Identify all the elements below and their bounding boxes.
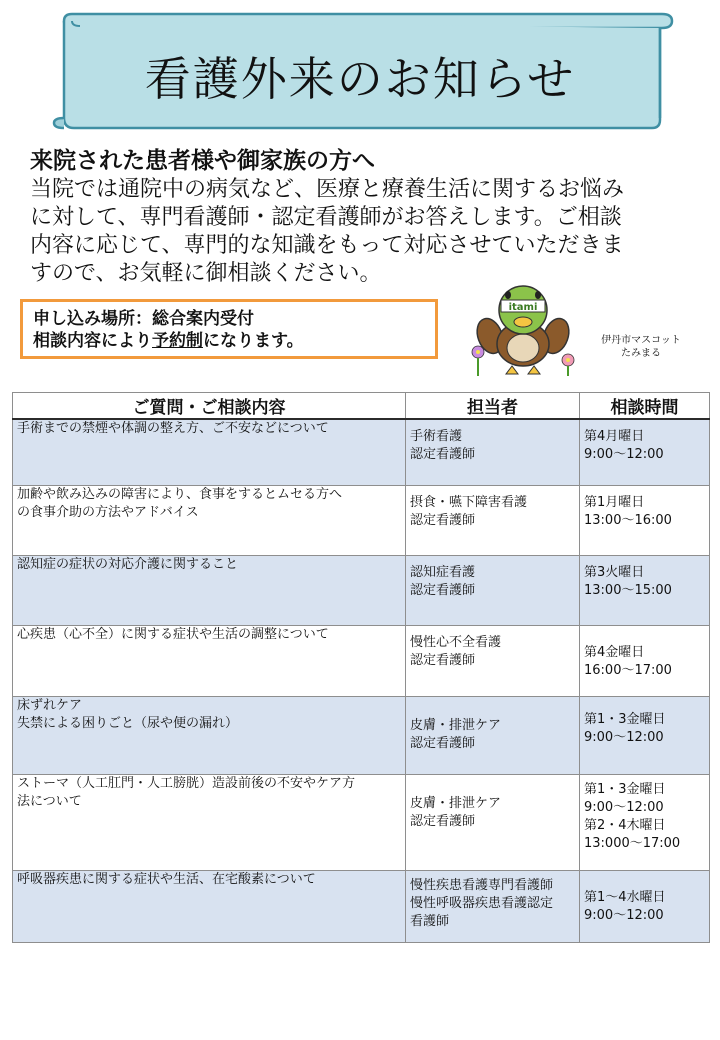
consultation-schedule-table bbox=[12, 392, 710, 943]
table-row bbox=[13, 485, 710, 555]
time-cell bbox=[580, 485, 710, 555]
topic-cell bbox=[13, 485, 406, 555]
intro-line: に対して、専門看護師・認定看護師がお答えします。ご相談 bbox=[30, 205, 622, 230]
table-row bbox=[13, 870, 710, 942]
time-cell bbox=[580, 870, 710, 942]
staff-text: 皮膚・排泄ケア bbox=[410, 795, 502, 811]
reservation-prefix: 相談内容により bbox=[33, 331, 152, 351]
staff-text: 認定看護師 bbox=[410, 735, 476, 751]
staff-text: 認定看護師 bbox=[410, 582, 476, 598]
topic-text: 呼吸器疾患に関する症状や生活、在宅酸素について bbox=[17, 871, 316, 887]
staff-text: 認定看護師 bbox=[410, 813, 476, 829]
title-banner bbox=[0, 0, 720, 140]
time-cell bbox=[580, 774, 710, 870]
time-text: 第3火曜日 bbox=[584, 564, 645, 580]
staff-cell bbox=[406, 419, 580, 485]
intro-body bbox=[30, 176, 690, 288]
time-text: 9:00～12:00 bbox=[584, 907, 664, 923]
staff-text: 認定看護師 bbox=[410, 512, 476, 528]
topic-text: 法について bbox=[17, 793, 82, 809]
time-text: 16:00～17:00 bbox=[584, 662, 672, 678]
time-text: 第2・4木曜日 bbox=[584, 817, 666, 833]
staff-cell bbox=[406, 485, 580, 555]
staff-text: 看護師 bbox=[410, 913, 450, 929]
staff-cell bbox=[406, 696, 580, 774]
intro-line: 当院では通院中の病気など、医療と療養生活に関するお悩み bbox=[30, 177, 625, 202]
application-location: 申し込み場所：総合案内受付 bbox=[33, 309, 254, 329]
intro-line: すので、お気軽に御相談ください。 bbox=[30, 261, 382, 286]
topic-text: の食事介助の方法やアドバイス bbox=[17, 504, 199, 520]
time-text: 9:00～12:00 bbox=[584, 447, 664, 462]
time-cell bbox=[580, 419, 710, 485]
table-row bbox=[13, 696, 710, 774]
reservation-note bbox=[33, 330, 435, 352]
time-text: 第1月曜日 bbox=[584, 494, 645, 510]
time-text: 第1・3金曜日 bbox=[584, 711, 666, 727]
topic-text: 心疾患（心不全）に関する症状や生活の調整について bbox=[17, 626, 329, 642]
reservation-suffix: になります。 bbox=[203, 331, 304, 351]
mascot-name: たみまる bbox=[621, 348, 661, 359]
topic-cell bbox=[13, 419, 406, 485]
time-cell bbox=[580, 555, 710, 625]
staff-text: 皮膚・排泄ケア bbox=[410, 717, 502, 733]
staff-cell bbox=[406, 870, 580, 942]
staff-text: 認定看護師 bbox=[410, 652, 476, 668]
mascot-badge-text: itami bbox=[508, 302, 538, 313]
staff-text: 認定看護師 bbox=[410, 447, 476, 462]
staff-cell bbox=[406, 555, 580, 625]
mascot-caption bbox=[586, 334, 696, 360]
topic-text: 床ずれケア bbox=[17, 697, 83, 713]
table-row bbox=[13, 555, 710, 625]
staff-text: 慢性心不全看護 bbox=[410, 634, 502, 650]
staff-text: 慢性呼吸器疾患看護認定 bbox=[410, 895, 554, 911]
topic-cell bbox=[13, 774, 406, 870]
topic-cell bbox=[13, 870, 406, 942]
time-text: 第4月曜日 bbox=[584, 429, 645, 444]
staff-text: 認知症看護 bbox=[410, 564, 476, 580]
staff-text: 慢性疾患看護専門看護師 bbox=[410, 877, 554, 893]
time-text: 13:00～15:00 bbox=[584, 582, 672, 598]
header-staff: 担当者 bbox=[406, 393, 580, 420]
time-text: 第1～4水曜日 bbox=[584, 889, 666, 905]
staff-cell bbox=[406, 774, 580, 870]
page-title: 看護外来のお知らせ bbox=[144, 52, 576, 106]
intro-line: 内容に応じて、専門的な知識をもって対応させていただきま bbox=[30, 233, 624, 258]
time-cell bbox=[580, 696, 710, 774]
topic-cell bbox=[13, 555, 406, 625]
staff-text: 摂食・嚥下障害看護 bbox=[410, 494, 528, 510]
table-header-row bbox=[13, 393, 710, 420]
topic-cell bbox=[13, 625, 406, 696]
staff-cell bbox=[406, 625, 580, 696]
time-text: 第4金曜日 bbox=[584, 644, 645, 660]
staff-text: 手術看護 bbox=[410, 429, 463, 444]
time-text: 13:000～17:00 bbox=[584, 835, 681, 851]
topic-text: 認知症の症状の対応介護に関すること bbox=[17, 556, 239, 572]
topic-text: 失禁による困りごと（尿や便の漏れ） bbox=[17, 715, 239, 731]
mascot-caption-line: 伊丹市マスコット bbox=[601, 335, 681, 346]
intro-heading: 来院された患者様や御家族の方へ bbox=[30, 148, 375, 174]
topic-text: ストーマ（人工肛門・人工膀胱）造設前後の不安やケア方 bbox=[17, 775, 356, 791]
table-row bbox=[13, 419, 710, 485]
time-text: 9:00～12:00 bbox=[584, 799, 664, 815]
time-text: 13:00～16:00 bbox=[584, 512, 672, 528]
application-notice bbox=[20, 299, 438, 359]
topic-text: 加齢や飲み込みの障害により、食事をするとムセる方へ bbox=[17, 486, 343, 502]
reservation-required: 予約制 bbox=[152, 331, 203, 351]
table-row bbox=[13, 774, 710, 870]
header-time: 相談時間 bbox=[580, 393, 710, 420]
time-text: 9:00～12:00 bbox=[584, 729, 664, 745]
time-cell bbox=[580, 625, 710, 696]
intro-section bbox=[30, 146, 690, 288]
mascot-illustration bbox=[468, 278, 578, 378]
header-topic: ご質問・ご相談内容 bbox=[13, 393, 406, 420]
duck-mascot-icon bbox=[468, 278, 578, 378]
table-row bbox=[13, 625, 710, 696]
time-text: 第1・3金曜日 bbox=[584, 781, 666, 797]
topic-cell bbox=[13, 696, 406, 774]
topic-text: 手術までの禁煙や体調の整え方、ご不安などについて bbox=[17, 421, 329, 436]
